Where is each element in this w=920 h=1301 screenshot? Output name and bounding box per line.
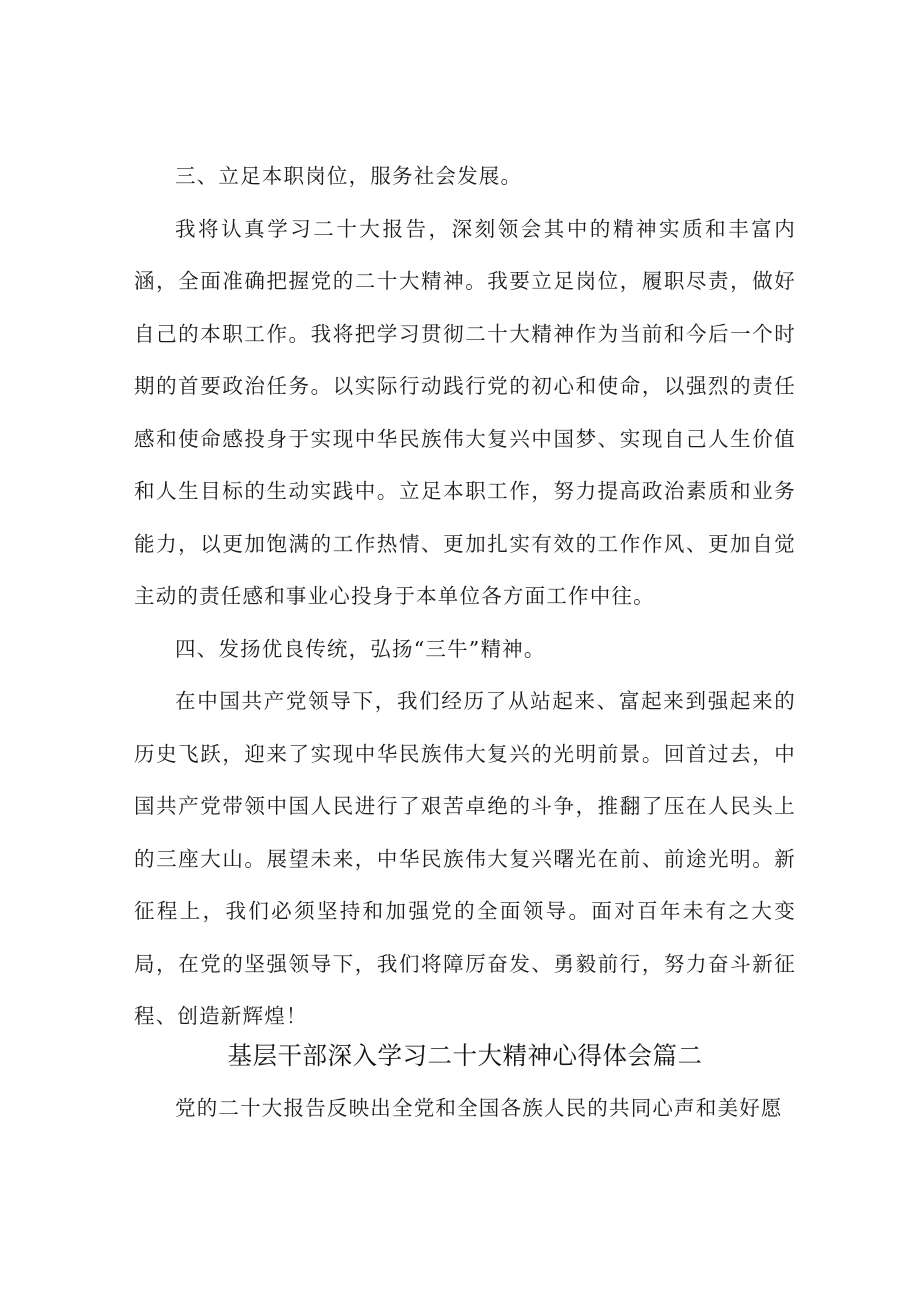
section-three-body: 我将认真学习二十大报告，深刻领会其中的精神实质和丰富内涵，全面准确把握党的二十大精神。我要立足岗位，履职尽责，做好自己的本职工作。我将把学习贯彻二十大精神作为当前和今后一个时期的首要政治任务。以实际行动践行党的初心和使命，以强烈的责任感和使命感投身于实现中华民族伟大复兴中国梦、实现自己人生价值和人生目标的生动实践中。立足本职工作，努力提高政治素质和业务能力，以更加饱满的工作热情、更加扎实有效的工作作风、更加自觉主动的责任感和事业心投身于本单位各方面工作中往。 (134, 216, 796, 608)
section-four-body: 在中国共产党领导下，我们经历了从站起来、富起来到强起来的历史飞跃，迎来了实现中华民族伟大复兴的光明前景。回首过去，中国共产党带领中国人民进行了艰苦卓绝的斗争，推翻了压在人民头上的三座大山。展望未来，中华民族伟大复兴曙光在前、前途光明。新征程上，我们必须坚持和加强党的全面领导。面对百年未有之大变局，在党的坚强领导下，我们将障厉奋发、勇毅前行，努力奋斗新征程、创造新辉煌！ (134, 689, 796, 1028)
article-two-title: 基层干部深入学习二十大精神心得体会篇二 (227, 1041, 703, 1070)
article-two-body (134, 1082, 796, 1135)
article-two-opening: 党的二十大报告反映出全党和全国各族人民的共同心声和美好愿 (175, 1096, 783, 1120)
section-four-heading: 四、发扬优良传统，弘扬“三牛”精神。 (175, 636, 546, 661)
article-one-continuation (134, 150, 796, 1043)
section-three-heading: 三、立足本职岗位，服务社会发展。 (175, 164, 523, 188)
